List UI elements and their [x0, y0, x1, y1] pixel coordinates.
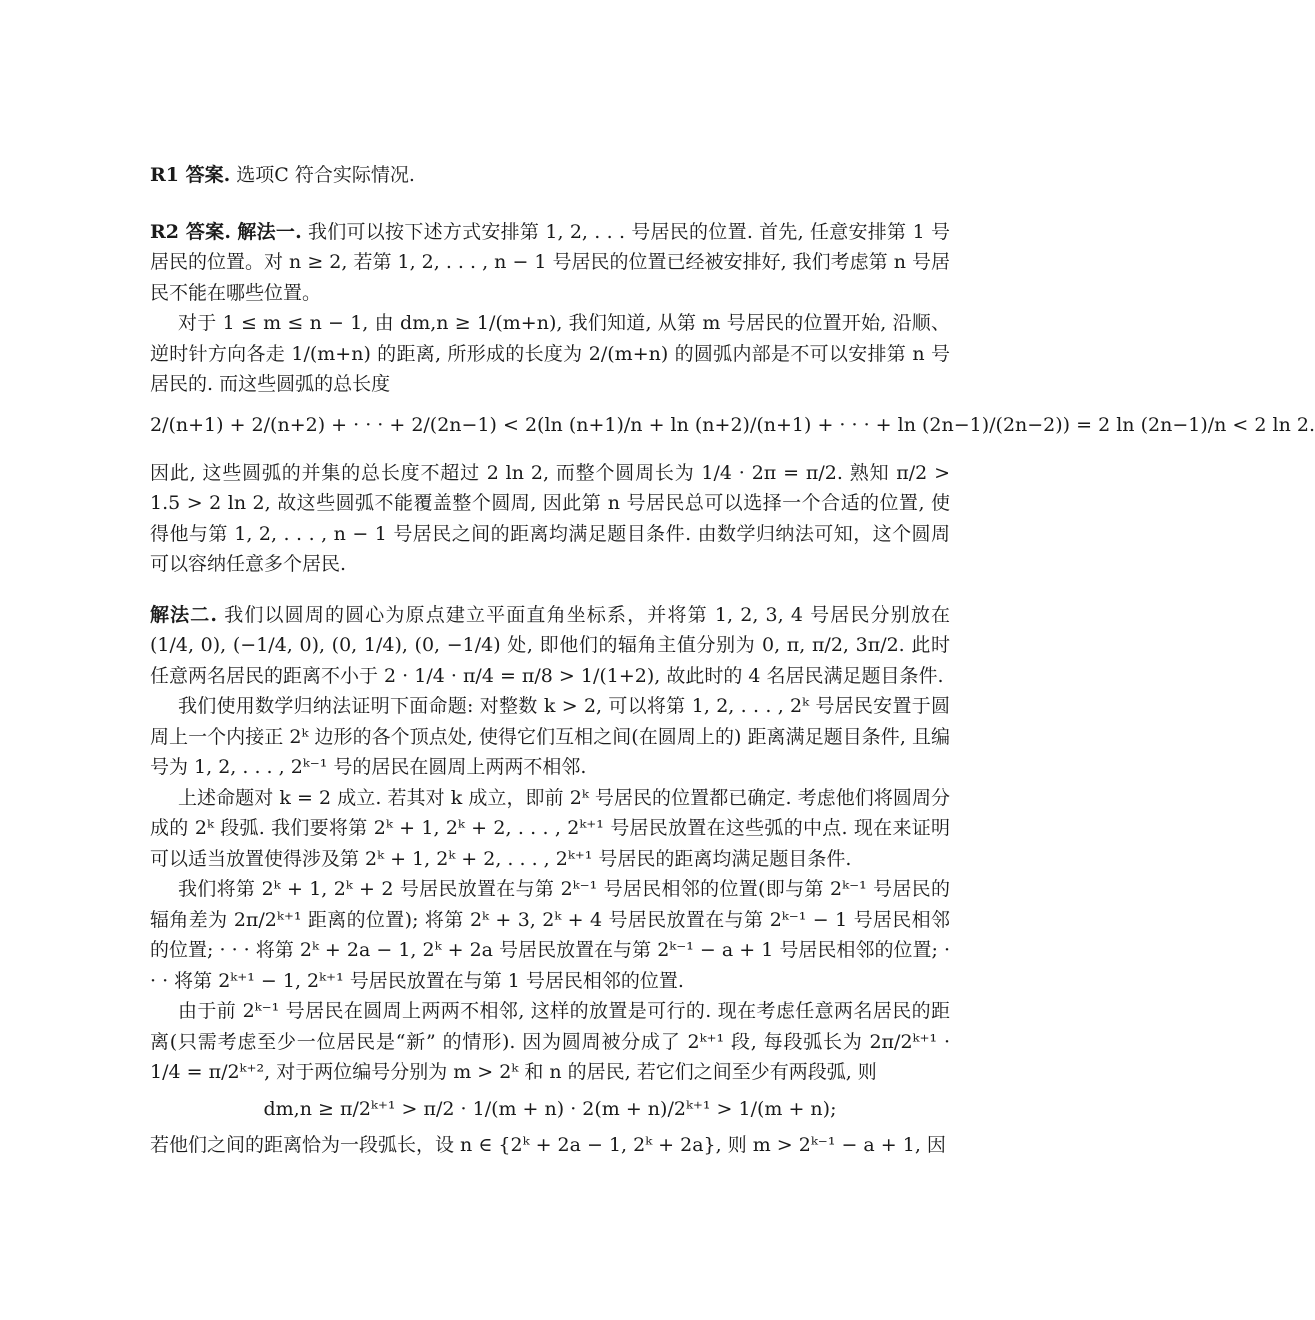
- r2-p1-text: 我们可以按下述方式安排第 1, 2, . . . 号居民的位置. 首先, 任意安排第 1 号居民的位置。对 n ≥ 2, 若第 1, 2, . . . , n − 1 号居民的位置已经被安排好, 我们考虑第 n 号居民不能在哪些位置。: [150, 220, 950, 304]
- method2-label: 解法二.: [150, 603, 218, 626]
- r2-paragraph-2: 对于 1 ≤ m ≤ n − 1, 由 dm,n ≥ 1/(m+n), 我们知道, 从第 m 号居民的位置开始, 沿顺、逆时针方向各走 1/(m+n) 的距离, 所形成的长度为 2/(m+n) 的圆弧内部是不可以安排第 n 号居民的. 而这些圆弧的总长度: [150, 312, 950, 395]
- r2-paragraph-3: 因此, 这些圆弧的并集的总长度不超过 2 ln 2, 而整个圆周长为 1/4 · 2π = π/2. 熟知 π/2 > 1.5 > 2 ln 2, 故这些圆弧不能覆盖整个圆周, 因此第 n 号居民总可以选择一个合适的位置, 使得他与第 1, 2, . . . , n − 1 号居民之间的距离均满足题目条件. 由数学归纳法可知，这个圆周可以容纳任意多个居民.: [150, 461, 950, 575]
- equation-1: 2/(n+1) + 2/(n+2) + · · · + 2/(2n−1) < 2(ln (n+1)/n + ln (n+2)/(n+1) + · · · + ln (2n−1)/(2n−2)) = 2 ln (2n−1)/n < 2 ln 2.: [150, 413, 1315, 436]
- r1-paragraph: [150, 160, 950, 191]
- r1-text: 选项C 符合实际情况.: [236, 164, 415, 186]
- document-page: [150, 160, 1315, 1160]
- r2-paragraph-9: 若他们之间的距离恰为一段弧长，设 n ∈ {2ᵏ + 2a − 1, 2ᵏ + 2a}, 则 m > 2ᵏ⁻¹ − a + 1, 因: [150, 1133, 946, 1156]
- method2-paragraph: [150, 600, 950, 692]
- r2-paragraph-8: 由于前 2ᵏ⁻¹ 号居民在圆周上两两不相邻, 这样的放置是可行的. 现在考虑任意两名居民的距离(只需考虑至少一位居民是“新” 的情形). 因为圆周被分成了 2ᵏ⁺¹ 段, 每段弧长为 2π/2ᵏ⁺¹ · 1/4 = π/2ᵏ⁺², 对于两位编号分别为 m > 2ᵏ 和 n 的居民, 若它们之间至少有两段弧, 则: [150, 1000, 950, 1083]
- r1-label: R1 答案.: [150, 164, 231, 186]
- r2-label: R2 答案.: [150, 220, 232, 243]
- r2-paragraph-5: 我们使用数学归纳法证明下面命题: 对整数 k > 2, 可以将第 1, 2, . . . , 2ᵏ 号居民安置于圆周上一个内接正 2ᵏ 边形的各个顶点处, 使得它们互相之间(在圆周上的) 距离满足题目条件, 且编号为 1, 2, . . . , 2ᵏ⁻¹ 号的居民在圆周上两两不相邻.: [150, 695, 950, 778]
- equation-2: dm,n ≥ π/2ᵏ⁺¹ > π/2 · 1/(m + n) · 2(m + n)/2ᵏ⁺¹ > 1/(m + n);: [263, 1097, 837, 1120]
- r2-paragraph-6: 上述命题对 k = 2 成立. 若其对 k 成立，即前 2ᵏ 号居民的位置都已确定. 考虑他们将圆周分成的 2ᵏ 段弧. 我们要将第 2ᵏ + 1, 2ᵏ + 2, . . . , 2ᵏ⁺¹ 号居民放置在这些弧的中点. 现在来证明可以适当放置使得涉及第 2ᵏ + 1, 2ᵏ + 2, . . . , 2ᵏ⁺¹ 号居民的距离均满足题目条件.: [150, 786, 950, 870]
- method2-text: 我们以圆周的圆心为原点建立平面直角坐标系，并将第 1, 2, 3, 4 号居民分别放在 (1/4, 0), (−1/4, 0), (0, 1/4), (0, −1/4) 处, 即他们的辐角主值分别为 0, π, π/2, 3π/2. 此时任意两名居民的距离不小于 2 · 1/4 · π/4 = π/8 > 1/(1+2), 故此时的 4 名居民满足题目条件.: [150, 603, 950, 687]
- r2-paragraph-1: [150, 217, 950, 309]
- r2-paragraph-7: 我们将第 2ᵏ + 1, 2ᵏ + 2 号居民放置在与第 2ᵏ⁻¹ 号居民相邻的位置(即与第 2ᵏ⁻¹ 号居民的辐角差为 2π/2ᵏ⁺¹ 距离的位置); 将第 2ᵏ + 3, 2ᵏ + 4 号居民放置在与第 2ᵏ⁻¹ − 1 号居民相邻的位置; · · · 将第 2ᵏ + 2a − 1, 2ᵏ + 2a 号居民放置在与第 2ᵏ⁻¹ − a + 1 号居民相邻的位置; · · · 将第 2ᵏ⁺¹ − 1, 2ᵏ⁺¹ 号居民放置在与第 1 号居民相邻的位置.: [150, 878, 950, 992]
- method1-label: 解法一.: [237, 220, 302, 243]
